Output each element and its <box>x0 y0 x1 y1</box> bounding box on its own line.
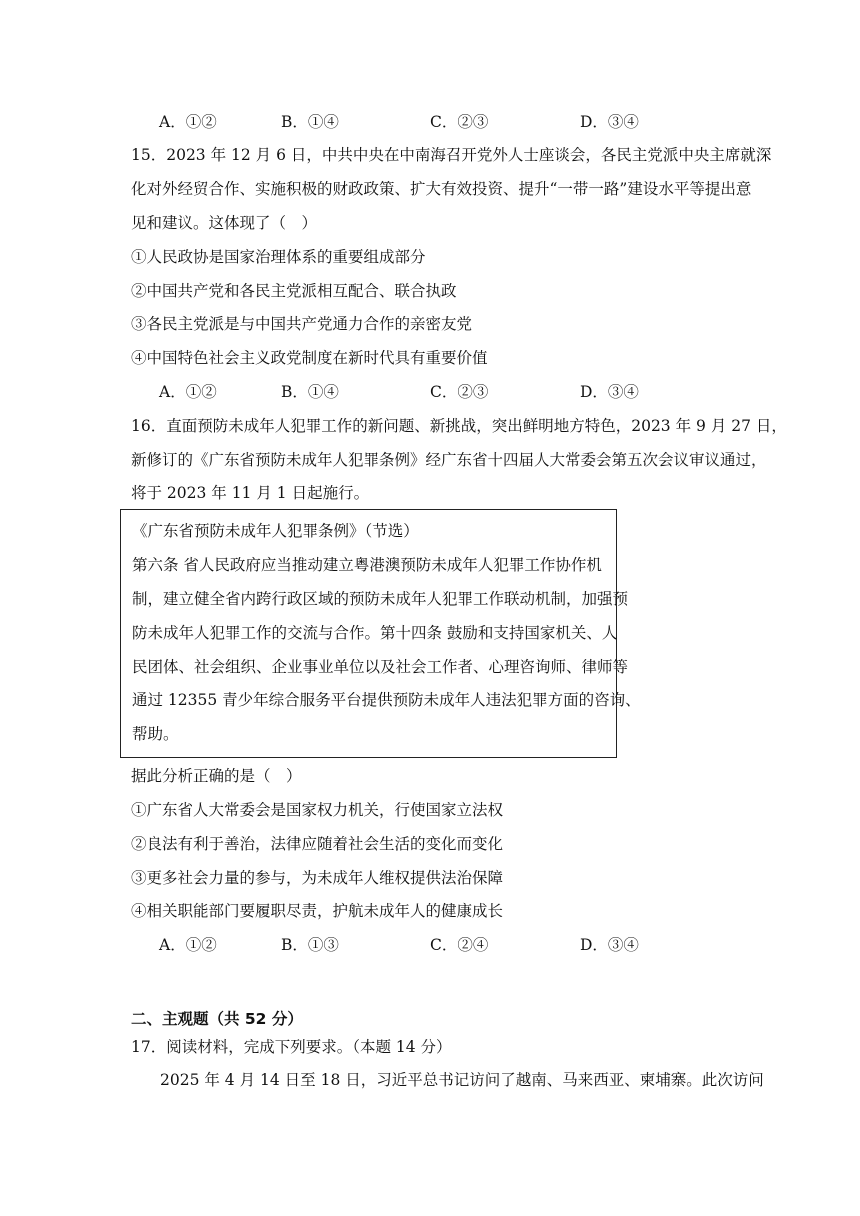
box-line-3: 制，建立健全省内跨行政区域的预防未成年人犯罪工作联动机制，加强预 <box>132 590 629 608</box>
box-line-7: 帮助。 <box>132 725 179 743</box>
q16-option-c: C．②④ <box>430 936 489 954</box>
q16-option-b: B．①③ <box>281 936 339 954</box>
q16-question: 据此分析正确的是（ ） <box>131 767 302 785</box>
section-2-heading: 二、主观题（共 52 分） <box>131 1010 303 1028</box>
regulation-excerpt-box <box>120 509 641 758</box>
box-line-5: 民团体、社会组织、企业事业单位以及社会工作者、心理咨询师、律师等 <box>132 658 629 676</box>
q16-item-4: ④相关职能部门要履职尽责，护航未成年人的健康成长 <box>131 902 504 920</box>
q14-option-b: B．①④ <box>281 113 339 131</box>
box-line-2: 第六条 省人民政府应当推动建立粤港澳预防未成年人犯罪工作协作机 <box>132 556 602 574</box>
q17-material-line-1: 2025 年 4 月 14 日至 18 日，习近平总书记访问了越南、马来西亚、柬埔寨。此次访问 <box>160 1071 764 1089</box>
q15-item-1: ①人民政协是国家治理体系的重要组成部分 <box>131 248 426 266</box>
q15-item-4: ④中国特色社会主义政党制度在新时代具有重要价值 <box>131 349 488 367</box>
q15-options <box>159 381 719 403</box>
q15-stem-line-1: 15．2023 年 12 月 6 日，中共中央在中南海召开党外人士座谈会，各民主党派中央主席就深 <box>131 146 772 164</box>
q15-item-2: ②中国共产党和各民主党派相互配合、联合执政 <box>131 282 457 300</box>
q16-options <box>159 934 719 956</box>
q15-option-d: D．③④ <box>580 383 639 401</box>
q16-item-2: ②良法有利于善治，法律应随着社会生活的变化而变化 <box>131 835 504 853</box>
q14-option-a: A．①② <box>159 113 217 131</box>
q14-option-d: D．③④ <box>580 113 639 131</box>
q16-item-1: ①广东省人大常委会是国家权力机关，行使国家立法权 <box>131 801 504 819</box>
q16-stem-line-1: 16．直面预防未成年人犯罪工作的新问题、新挑战，突出鲜明地方特色，2023 年 9 月 27 日， <box>131 417 787 435</box>
q17-title: 17．阅读材料，完成下列要求。（本题 14 分） <box>131 1038 452 1056</box>
q16-option-d: D．③④ <box>580 936 639 954</box>
q15-option-b: B．①④ <box>281 383 339 401</box>
q16-item-3: ③更多社会力量的参与，为未成年人维权提供法治保障 <box>131 869 504 887</box>
q15-item-3: ③各民主党派是与中国共产党通力合作的亲密友党 <box>131 315 473 333</box>
box-line-1: 《广东省预防未成年人犯罪条例》（节选） <box>132 522 419 540</box>
q16-stem-line-2: 新修订的《广东省预防未成年人犯罪条例》经广东省十四届人大常委会第五次会议审议通过， <box>131 451 767 469</box>
q16-stem-line-3: 将于 2023 年 11 月 1 日起施行。 <box>131 484 370 502</box>
q15-stem-line-3: 见和建议。这体现了（ ） <box>131 214 318 232</box>
q14-options <box>159 111 719 133</box>
q15-option-c: C．②③ <box>430 383 489 401</box>
box-line-6: 通过 12355 青少年综合服务平台提供预防未成年人违法犯罪方面的咨询、 <box>132 691 641 709</box>
box-line-4: 防未成年人犯罪工作的交流与合作。第十四条 鼓励和支持国家机关、人 <box>132 624 618 642</box>
q15-option-a: A．①② <box>159 383 217 401</box>
q15-stem-line-2: 化对外经贸合作、实施积极的财政政策、扩大有效投资、提升“一带一路”建设水平等提出意 <box>131 180 752 198</box>
q16-option-a: A．①② <box>159 936 217 954</box>
q14-option-c: C．②③ <box>430 113 489 131</box>
